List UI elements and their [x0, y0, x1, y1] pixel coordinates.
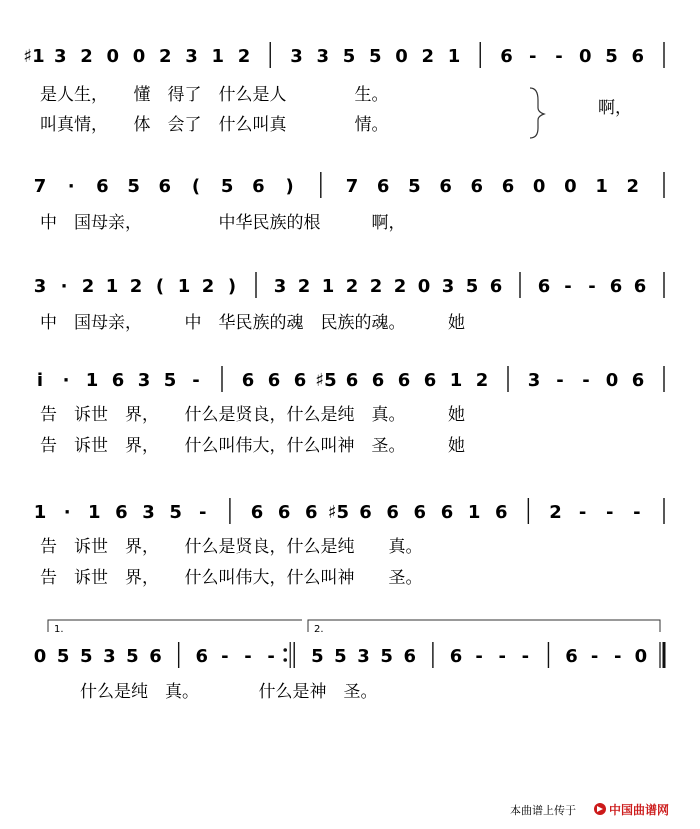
note: 3: [316, 46, 330, 67]
note: ♯1: [23, 46, 45, 67]
note: 6: [631, 370, 645, 391]
volta-bracket-1: [48, 620, 302, 632]
system-5: [34, 498, 664, 588]
notation-line-4: [37, 366, 664, 392]
note: 1: [595, 176, 608, 197]
note: 6: [537, 276, 551, 297]
note: 6: [423, 370, 437, 391]
note: 6: [252, 176, 265, 197]
note: 6: [241, 370, 255, 391]
note: 3: [527, 370, 541, 391]
note: 3: [357, 646, 370, 667]
note: -: [199, 502, 207, 523]
note: 5: [56, 646, 70, 667]
note: 0: [532, 176, 546, 197]
note: -: [244, 646, 252, 667]
lyrics-line-2: 中 国母亲， 中华民族的根 啊，: [40, 213, 406, 233]
note: 6: [439, 176, 452, 197]
note: 3: [53, 46, 67, 67]
note: 5: [342, 46, 356, 67]
note: 5: [220, 176, 234, 197]
note: 5: [127, 176, 140, 197]
note: 2: [201, 276, 215, 297]
note: 6: [359, 502, 372, 523]
notation-line-6: [34, 642, 664, 668]
note: 0: [132, 46, 146, 67]
note: 3: [441, 276, 455, 297]
note: 0: [106, 46, 120, 67]
note: 7: [345, 176, 359, 197]
lyrics-line-6: 什么是纯 真。 什么是神 圣。: [80, 682, 378, 702]
note: -: [267, 646, 275, 667]
note: 2: [475, 370, 489, 391]
note: -: [605, 502, 614, 523]
note: 6: [633, 276, 647, 297]
lyrics-line-1b: 叫真情， 体 会了 什么叫真 情。: [40, 115, 389, 135]
note: 2: [80, 46, 93, 67]
note: 6: [565, 646, 578, 667]
note: 6: [489, 276, 503, 297]
note: -: [221, 646, 229, 667]
volta-label-2: 2.: [314, 624, 324, 635]
note: 6: [440, 502, 454, 523]
note: 5: [380, 646, 393, 667]
note: -: [590, 646, 599, 667]
note: 6: [376, 176, 390, 197]
footer-site: 中国曲谱网: [609, 803, 670, 817]
note: 3: [142, 502, 155, 523]
note: 2: [129, 276, 143, 297]
note: -: [582, 370, 590, 391]
note: 0: [395, 46, 408, 67]
note: ·: [62, 370, 70, 391]
lyrics-line-1a: 是人生， 懂 得了 什么是人 生。: [40, 85, 389, 105]
notation-line-1: [23, 42, 664, 68]
note: ♯5: [315, 370, 337, 391]
lyrics-line-4a: 告 诉世 界， 什么是贤良，什么是纯 真。 她: [40, 405, 465, 425]
note: (: [191, 176, 201, 197]
note: -: [521, 646, 530, 667]
system-6: [34, 620, 664, 702]
note: 5: [79, 646, 93, 667]
note: ): [227, 276, 237, 297]
volta-label-1: 1.: [54, 624, 64, 635]
brace: [530, 88, 544, 138]
note: 3: [290, 46, 303, 67]
note: 1: [447, 46, 461, 67]
note: 2: [549, 502, 562, 523]
note: -: [564, 276, 572, 297]
note: 2: [421, 46, 435, 67]
note: 6: [449, 646, 463, 667]
note: -: [192, 370, 200, 391]
note: 5: [368, 46, 382, 67]
note: 5: [169, 502, 182, 523]
note: 6: [494, 502, 508, 523]
lyrics-line-4b: 告 诉世 界， 什么叫伟大，什么叫神 圣。 她: [40, 436, 465, 456]
note: 2: [345, 276, 359, 297]
note: 2: [369, 276, 383, 297]
note: 6: [293, 370, 307, 391]
note: 6: [500, 46, 513, 67]
lyrics-line-5b: 告 诉世 界， 什么叫伟大，什么叫神 圣。: [40, 568, 423, 588]
note: 6: [609, 276, 623, 297]
note: 1: [321, 276, 335, 297]
note: -: [614, 646, 622, 667]
note: 2: [81, 276, 95, 297]
notation-line-3: [34, 272, 664, 298]
note: (: [155, 276, 165, 297]
footer-text: 本曲谱上传于: [510, 804, 576, 817]
note: ♯5: [327, 502, 350, 523]
repeat-dot: [283, 648, 287, 652]
note: 1: [33, 502, 47, 523]
volta-bracket-2: [308, 620, 660, 632]
note: 6: [345, 370, 359, 391]
note: 6: [305, 502, 318, 523]
note: 2: [626, 176, 640, 197]
note: 5: [408, 176, 421, 197]
note: 0: [634, 646, 648, 667]
note: 1: [105, 276, 119, 297]
note: 6: [158, 176, 172, 197]
system-3: [34, 272, 664, 333]
note: 6: [501, 176, 515, 197]
note: 6: [413, 502, 427, 523]
note: 0: [605, 370, 619, 391]
note: 6: [267, 370, 281, 391]
note: 1: [177, 276, 191, 297]
note: 2: [237, 46, 251, 67]
note: 0: [564, 176, 577, 197]
note: 5: [465, 276, 479, 297]
note: 6: [386, 502, 399, 523]
note: 7: [33, 176, 47, 197]
note: -: [555, 46, 563, 67]
note: 1: [449, 370, 463, 391]
note: i: [36, 370, 44, 391]
site-logo-icon: [594, 803, 606, 815]
note: 2: [393, 276, 407, 297]
note: 2: [158, 46, 172, 67]
note: ·: [63, 502, 71, 523]
note: 3: [33, 276, 47, 297]
note: 1: [87, 502, 101, 523]
note: 3: [185, 46, 198, 67]
note: -: [578, 502, 587, 523]
note: 5: [334, 646, 347, 667]
note: 6: [111, 370, 125, 391]
note: 2: [297, 276, 311, 297]
lyrics-line-5a: 告 诉世 界， 什么是贤良，什么是纯 真。: [40, 537, 423, 557]
note: 6: [277, 502, 291, 523]
note: -: [498, 646, 506, 667]
system-2: [34, 172, 664, 233]
note: 6: [195, 646, 209, 667]
footer: [510, 802, 669, 817]
note: 6: [96, 176, 109, 197]
note: ·: [67, 176, 75, 197]
note: 5: [605, 46, 618, 67]
lyrics-line-3: 中 国母亲， 中 华民族的魂 民族的魂。 她: [40, 313, 465, 333]
note: 1: [211, 46, 225, 67]
note: 0: [417, 276, 431, 297]
note: 0: [578, 46, 592, 67]
note: 1: [85, 370, 99, 391]
note: 3: [103, 646, 116, 667]
note: ·: [60, 276, 68, 297]
note: -: [556, 370, 564, 391]
note: 3: [137, 370, 151, 391]
note: 5: [163, 370, 177, 391]
note: 5: [126, 646, 139, 667]
note: 6: [403, 646, 417, 667]
note: -: [588, 276, 596, 297]
note: ): [285, 176, 294, 197]
system-1: [23, 42, 664, 138]
note: -: [633, 502, 641, 523]
system-4: [37, 366, 664, 456]
note: 0: [33, 646, 47, 667]
note: 6: [397, 370, 411, 391]
note: 6: [631, 46, 645, 67]
note: -: [529, 46, 537, 67]
notation-line-5: [34, 498, 664, 524]
note: 6: [250, 502, 264, 523]
notation-line-2: [34, 172, 664, 198]
note: 6: [115, 502, 128, 523]
note: 6: [470, 176, 484, 197]
note: -: [475, 646, 483, 667]
lyrics-aside-1: 啊，: [598, 98, 632, 118]
note: 1: [467, 502, 481, 523]
note: 6: [371, 370, 385, 391]
note: 3: [273, 276, 287, 297]
note: 5: [311, 646, 324, 667]
repeat-dot: [283, 658, 287, 662]
note: 6: [149, 646, 162, 667]
